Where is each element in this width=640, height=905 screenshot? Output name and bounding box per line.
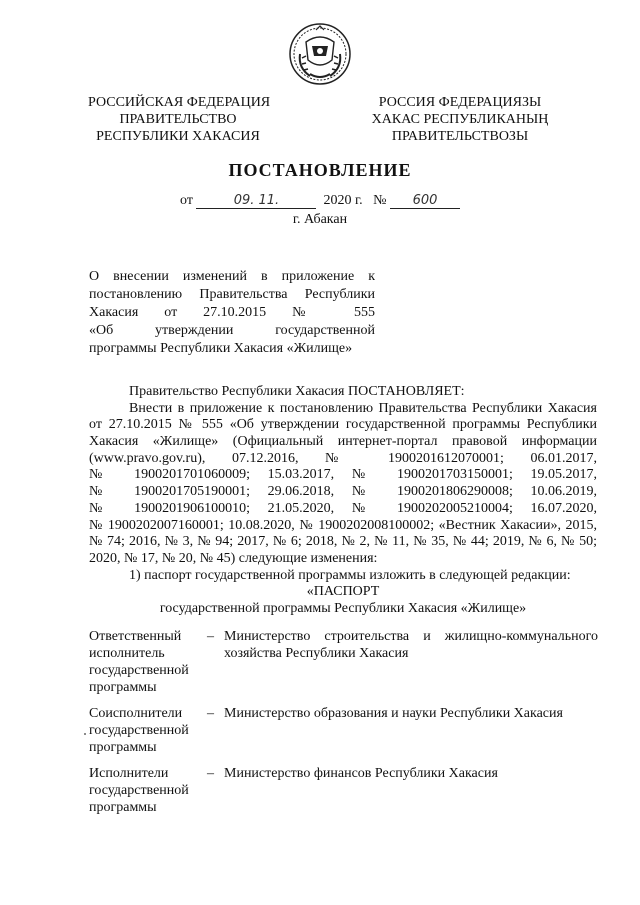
- body-line: Хакасия «Жилище» (Официальный интернет-портал правовой информации: [89, 434, 597, 450]
- label-line: программы: [89, 740, 157, 755]
- passport-row-label: [89, 765, 201, 816]
- year-label: 2020 г.: [323, 193, 363, 208]
- label-line: государственной: [89, 783, 189, 798]
- body-text: [89, 384, 597, 618]
- passport-row-value: [224, 705, 598, 722]
- date-number-line: [0, 193, 640, 209]
- passport-row-value: [224, 628, 598, 662]
- body-line: № 1900201701060009; 15.03.2017, № 1900201703150001; 19.05.2017,: [89, 467, 597, 483]
- label-line: Исполнители: [89, 766, 169, 781]
- scan-speck: [84, 733, 86, 735]
- label-line: Соисполнители: [89, 706, 183, 721]
- subject-line: постановлению Правительства Республики: [89, 287, 375, 302]
- subject-line: программы Республики Хакасия «Жилище»: [89, 341, 353, 356]
- subject-line: О внесении изменений в приложение к: [89, 269, 375, 284]
- value-line: хозяйства Республики Хакасия: [224, 646, 409, 661]
- passport-row-label: [89, 628, 201, 696]
- passport-row-value: [224, 765, 598, 782]
- body-line: Правительство Республики Хакасия ПОСТАНОВЛЯЕТ:: [129, 384, 465, 399]
- header-left-line: РЕСПУБЛИКИ ХАКАСИЯ: [96, 129, 260, 144]
- header-left-line: ПРАВИТЕЛЬСТВО: [119, 112, 237, 127]
- header-right-block: [370, 94, 550, 145]
- passport-heading: «ПАСПОРТ: [306, 584, 380, 600]
- subject-line: «Об утверждении государственной: [89, 323, 375, 338]
- subject-line: Хакасия от 27.10.2015 № 555: [89, 305, 375, 320]
- value-line: Министерство образования и науки Республики Хакасия: [224, 706, 563, 721]
- label-line: Ответственный: [89, 629, 182, 644]
- header-right-line: ПРАВИТЕЛЬСТВОЗЫ: [391, 129, 529, 144]
- header-left-line: РОССИЙСКАЯ ФЕДЕРАЦИЯ: [88, 95, 271, 110]
- city-label: г. Абакан: [292, 212, 348, 227]
- handwritten-number: 600: [390, 194, 460, 209]
- header-right-line: РОССИЯ ФЕДЕРАЦИЯЗЫ: [378, 95, 542, 110]
- date-prefix: от: [180, 193, 193, 208]
- passport-subheading: государственной программы Республики Хакасия «Жилище»: [159, 600, 527, 616]
- body-line: (www.pravo.gov.ru), 07.12.2016, № 1900201612070001; 06.01.2017,: [89, 450, 597, 466]
- dash-separator: –: [207, 629, 214, 644]
- body-line: 1) паспорт государственной программы изложить в следующей редакции:: [129, 567, 571, 583]
- body-line: от 27.10.2015 № 555 «Об утверждении государственной программы Республики: [89, 417, 597, 433]
- document-title: ПОСТАНОВЛЕНИЕ: [228, 160, 412, 180]
- subject-block: [89, 268, 375, 358]
- header-left-block: [88, 94, 271, 145]
- number-sign: №: [373, 193, 387, 208]
- label-line: исполнитель: [89, 646, 165, 661]
- passport-row-label: [89, 705, 201, 756]
- coat-of-arms-emblem: [288, 22, 352, 86]
- label-line: программы: [89, 680, 157, 695]
- label-line: государственной: [89, 663, 189, 678]
- handwritten-date: 09. 11.: [196, 194, 316, 209]
- body-line: № 1900201906100010; 21.05.2020, № 1900202005210004; 16.07.2020,: [89, 500, 597, 516]
- label-line: программы: [89, 800, 157, 815]
- dash-separator: –: [207, 766, 214, 781]
- body-line: № 1900201705190001; 29.06.2018, № 1900201806290008; 10.06.2019,: [89, 484, 597, 500]
- label-line: государственной: [89, 723, 189, 738]
- value-line: Министерство строительства и жилищно-коммунального: [224, 629, 598, 644]
- body-line: Внести в приложение к постановлению Правительства Республики Хакасия: [129, 400, 597, 416]
- body-line: 2020, № 17, № 20, № 45) следующие изменения:: [89, 550, 378, 566]
- body-line: № 1900202007160001; 10.08.2020, № 1900202008100002; «Вестник Хакасии», 2015,: [89, 517, 597, 533]
- body-line: № 74; 2016, № 3, № 94; 2017, № 6; 2018, № 2, № 11, № 35, № 44; 2019, № 6, № 50;: [89, 534, 597, 550]
- header-right-line: ХАКАС РЕСПУБЛИКАНЫҢ: [371, 112, 549, 127]
- dash-separator: –: [207, 706, 214, 721]
- value-line: Министерство финансов Республики Хакасия: [224, 766, 498, 781]
